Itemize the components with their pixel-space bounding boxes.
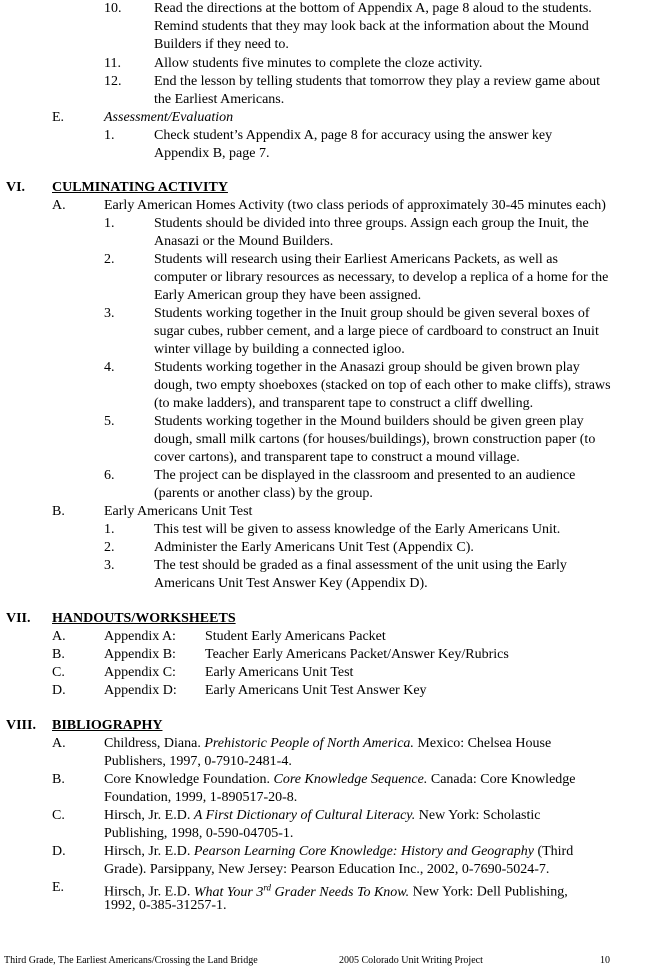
bib-d-author: Hirsch, Jr. E.D. [104, 844, 194, 859]
culminating-b-letter: B. [52, 504, 65, 519]
bib-c-letter: C. [52, 808, 65, 823]
handout-c-desc: Early Americans Unit Test [205, 665, 354, 680]
handout-a-label: Appendix A: [104, 629, 176, 644]
footer-center: 2005 Colorado Unit Writing Project [339, 955, 483, 966]
a-item-5-line-1: Students working together in the Mound builders should be given green play [154, 414, 584, 429]
b-item-2-number: 2. [104, 540, 115, 555]
footer-left: Third Grade, The Earliest Americans/Crossing the Land Bridge [4, 955, 258, 966]
a-item-1-number: 1. [104, 216, 115, 231]
a-item-4-line-3: (to make ladders), and transparent tape to construct a cliff dwelling. [154, 396, 534, 411]
step-10-line-3: Builders if they need to. [154, 37, 289, 52]
assessment-item-1-line-1: Check student’s Appendix A, page 8 for accuracy using the answer key [154, 128, 553, 143]
bib-b-title: Core Knowledge Sequence. [273, 772, 428, 787]
b-item-1-number: 1. [104, 522, 115, 537]
handout-d-label: Appendix D: [104, 683, 177, 698]
section-vi-numeral: VI. [6, 180, 26, 195]
a-item-4-number: 4. [104, 360, 115, 375]
step-11-line-1: Allow students five minutes to complete the cloze activity. [154, 56, 483, 71]
assessment-item-1-number: 1. [104, 128, 115, 143]
assessment-letter: E. [52, 110, 65, 125]
bib-d-letter: D. [52, 844, 66, 859]
a-item-5-number: 5. [104, 414, 115, 429]
bib-d-edition: (Third [533, 844, 574, 859]
handout-b-label: Appendix B: [104, 647, 176, 662]
bib-a-author: Childress, Diana. [104, 736, 205, 751]
section-vii-title: HANDOUTS/WORKSHEETS [52, 611, 236, 626]
culminating-a-letter: A. [52, 198, 66, 213]
bib-b-line-1 [104, 771, 576, 788]
b-item-3-line-1: The test should be graded as a final assessment of the unit using the Early [154, 558, 567, 573]
a-item-6-line-1: The project can be displayed in the classroom and presented to an audience [154, 468, 576, 483]
a-item-4-line-2: dough, two empty shoeboxes (stacked on top of each other to make cliffs), straws [154, 378, 611, 393]
bib-e-publisher: New York: Dell Publishing, [409, 884, 568, 900]
step-12-line-1: End the lesson by telling students that tomorrow they play a review game about [154, 74, 600, 89]
a-item-6-line-2: (parents or another class) by the group. [154, 486, 373, 501]
bib-a-title: Prehistoric People of North America. [204, 736, 414, 751]
culminating-b-text: Early Americans Unit Test [104, 504, 253, 519]
bib-b-letter: B. [52, 772, 65, 787]
bib-c-line-1 [104, 807, 540, 824]
step-12-line-2: the Earliest Americans. [154, 92, 285, 107]
bib-d-title: Pearson Learning Core Knowledge: History and Geography [193, 844, 534, 859]
handout-c-letter: C. [52, 665, 65, 680]
bib-c-title: A First Dictionary of Cultural Literacy. [193, 808, 416, 823]
handout-b-letter: B. [52, 647, 65, 662]
handout-c-label: Appendix C: [104, 665, 176, 680]
assessment-item-1-line-2: Appendix B, page 7. [154, 146, 270, 161]
a-item-1-line-1: Students should be divided into three groups. Assign each group the Inuit, the [154, 216, 589, 231]
a-item-2-line-2: computer or library resources as necessary, to develop a replica of a home for the [154, 270, 609, 285]
b-item-2-line-1: Administer the Early Americans Unit Test (Appendix C). [154, 540, 474, 555]
bib-a-line-1 [104, 735, 551, 752]
step-12-number: 12. [104, 74, 122, 89]
bib-e-title-a: What Your 3 [193, 884, 264, 900]
bib-a-line-2: Publishers, 1997, 0-7910-2481-4. [104, 754, 292, 769]
bib-b-publisher: Canada: Core Knowledge [427, 772, 576, 787]
a-item-3-line-2: sugar cubes, rubber cement, and a large piece of cardboard to construct an Inuit [154, 324, 599, 339]
b-item-3-line-2: Americans Unit Test Answer Key (Appendix D). [154, 576, 428, 591]
step-10-number: 10. [104, 1, 122, 16]
assessment-title: Assessment/Evaluation [104, 110, 234, 125]
a-item-3-line-1: Students working together in the Inuit group should be given several boxes of [154, 306, 590, 321]
section-vi-title: CULMINATING ACTIVITY [52, 180, 228, 195]
a-item-4-line-1: Students working together in the Anasazi group should be given brown play [154, 360, 580, 375]
page-number: 10 [600, 955, 610, 966]
handout-d-desc: Early Americans Unit Test Answer Key [205, 683, 427, 698]
b-item-3-number: 3. [104, 558, 115, 573]
a-item-1-line-2: Anasazi or the Mound Builders. [154, 234, 334, 249]
handout-a-desc: Student Early Americans Packet [205, 629, 386, 644]
bib-b-line-2: Foundation, 1999, 1-890517-20-8. [104, 790, 298, 805]
bib-e-title-b: Grader Needs To Know. [271, 884, 410, 900]
a-item-2-number: 2. [104, 252, 115, 267]
step-11-number: 11. [104, 56, 121, 71]
a-item-5-line-2: dough, small milk cartons (for houses/buildings), brown construction paper (to [154, 432, 596, 447]
b-item-1-line-1: This test will be given to assess knowledge of the Early Americans Unit. [154, 522, 561, 537]
step-10-line-2: Remind students that they may look back at the information about the Mound [154, 19, 589, 34]
a-item-2-line-1: Students will research using their Earliest Americans Packets, as well as [154, 252, 558, 267]
bib-c-author: Hirsch, Jr. E.D. [104, 808, 194, 823]
bib-a-letter: A. [52, 736, 66, 751]
a-item-6-number: 6. [104, 468, 115, 483]
bib-e-author: Hirsch, Jr. E.D. [104, 884, 194, 900]
bib-c-publisher: New York: Scholastic [415, 808, 541, 823]
handout-a-letter: A. [52, 629, 66, 644]
bib-d-line-2: Grade). Parsippany, New Jersey: Pearson Education Inc., 2002, 0-7690-5024-7. [104, 862, 550, 877]
bib-a-publisher: Mexico: Chelsea House [413, 736, 552, 751]
a-item-5-line-3: cover cartons), and transparent tape to construct a mound village. [154, 450, 520, 465]
section-vii-numeral: VII. [6, 611, 31, 626]
a-item-2-line-3: Early American group they have been assigned. [154, 288, 422, 303]
section-viii-title: BIBLIOGRAPHY [52, 718, 163, 733]
a-item-3-number: 3. [104, 306, 115, 321]
culminating-a-text: Early American Homes Activity (two class periods of approximately 30-45 minutes each) [104, 198, 606, 213]
bib-e-title-sup: rd [263, 882, 272, 892]
handout-b-desc: Teacher Early Americans Packet/Answer Key/Rubrics [205, 647, 509, 662]
step-10-line-1: Read the directions at the bottom of Appendix A, page 8 aloud to the students. [154, 1, 592, 16]
bib-b-author: Core Knowledge Foundation. [104, 772, 274, 787]
bib-e-letter: E. [52, 880, 65, 895]
handout-d-letter: D. [52, 683, 66, 698]
bib-e-line-2: 1992, 0-385-31257-1. [104, 898, 227, 913]
a-item-3-line-3: winter village by building a connected igloo. [154, 342, 405, 357]
section-viii-numeral: VIII. [6, 718, 36, 733]
bib-c-line-2: Publishing, 1998, 0-590-04705-1. [104, 826, 294, 841]
bib-d-line-1 [104, 843, 573, 860]
